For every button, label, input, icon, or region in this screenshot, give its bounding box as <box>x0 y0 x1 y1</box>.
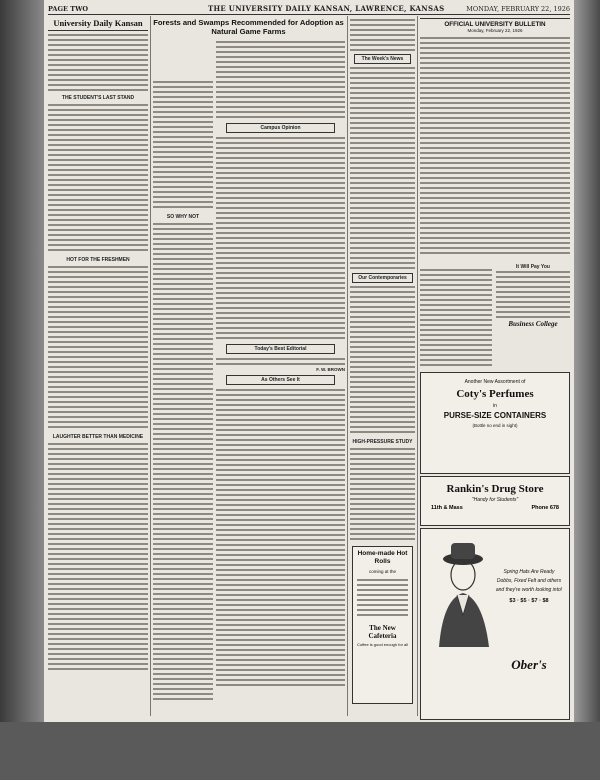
ober-brand: Ober's <box>511 657 547 672</box>
rankin-phone: Phone 678 <box>531 505 559 511</box>
todays-editorial-heading: Today's Best Editorial <box>254 346 307 352</box>
man-with-hat-illustration <box>425 537 495 647</box>
bulletin-body <box>420 36 570 254</box>
section-heading: SO WHY NOT <box>166 214 200 220</box>
section-heading: THE STUDENT'S LAST STAND <box>61 95 135 101</box>
column-editorial-2 <box>153 80 213 780</box>
article-body <box>350 447 415 542</box>
article-body <box>48 442 148 672</box>
column-editorial <box>48 18 148 718</box>
contemporaries-heading: Our Contemporaries <box>358 275 407 281</box>
cafeteria-tagline: Coffee is good enough for all <box>356 642 409 647</box>
weeks-news-box <box>354 54 411 64</box>
coty-brand: Coty's Perfumes <box>456 388 534 400</box>
article-body <box>216 357 345 367</box>
article-body <box>153 222 213 702</box>
hot-rolls-title: Home-made Hot Rolls <box>357 550 408 565</box>
right-page-edge <box>574 0 600 722</box>
cafeteria-name: The New Cafeteria <box>368 624 397 640</box>
ad-body <box>357 578 408 618</box>
section-heading: HOT FOR THE FRESHMEN <box>66 257 130 263</box>
todays-editorial-box <box>226 344 335 354</box>
main-headline: Forests and Swamps Recommended for Adoption as Natural Game Farms <box>153 18 344 36</box>
as-others-box <box>226 375 335 385</box>
college-name: Business College <box>508 320 558 328</box>
staff-box <box>48 33 148 91</box>
column-rule <box>150 16 151 716</box>
rankin-drug-ad <box>420 476 570 526</box>
left-page-edge <box>0 0 44 722</box>
article-body <box>216 388 345 688</box>
contemporaries-box <box>352 273 413 283</box>
article-body <box>48 265 148 430</box>
ad-body <box>496 270 570 320</box>
business-college-ad <box>496 264 570 368</box>
coty-top-line: Another New Assortment of <box>464 379 526 385</box>
ober-line-2: Dobbs, Fixed Felt and others <box>496 578 562 584</box>
hot-rolls-ad <box>352 546 413 704</box>
bulletin-date: Monday, February 22, 1926 <box>467 28 523 33</box>
hot-rolls-line: coming at the <box>368 569 396 574</box>
weeks-news-heading: The Week's News <box>361 56 404 62</box>
newspaper-page <box>44 0 574 722</box>
column-rule <box>417 16 418 716</box>
letter-signature: F. W. BROWN <box>316 367 345 372</box>
page-masthead <box>48 2 570 15</box>
article-body <box>216 136 345 341</box>
rankin-address: 11th & Mass <box>431 505 463 511</box>
bulletin-title: OFFICIAL UNIVERSITY BULLETIN <box>420 18 570 28</box>
coty-note: (Bottle no end in sight) <box>472 423 518 428</box>
coty-product: PURSE-SIZE CONTAINERS <box>443 411 547 420</box>
coty-perfume-ad <box>420 372 570 474</box>
page-number: PAGE TWO <box>48 5 89 13</box>
newspaper-title: THE UNIVERSITY DAILY KANSAN, LAWRENCE, KANSAS <box>208 4 445 13</box>
section-heading: HIGH-PRESSURE STUDY <box>352 439 413 445</box>
article-body <box>153 80 213 210</box>
article-body <box>48 103 148 253</box>
coty-in: in <box>493 403 497 409</box>
ober-line-3: and they're worth looking into! <box>495 587 563 593</box>
article-body <box>420 268 492 368</box>
article-body <box>350 18 415 52</box>
column-bulletin <box>420 18 570 718</box>
ober-prices: $3 · $5 · $7 · $8 <box>509 598 549 604</box>
rankin-name: Rankin's Drug Store <box>446 483 544 495</box>
column-news <box>350 18 415 718</box>
as-others-heading: As Others See It <box>261 377 300 383</box>
obers-hat-ad <box>420 528 570 720</box>
issue-date: MONDAY, FEBRUARY 22, 1926 <box>466 5 570 13</box>
article-body <box>216 40 345 120</box>
campus-opinion-box <box>226 123 335 133</box>
ober-line-1: Spring Hats Are Ready <box>503 569 555 575</box>
article-body <box>350 66 415 271</box>
section-heading: LAUGHTER BETTER THAN MEDICINE <box>52 434 144 440</box>
article-body <box>350 285 415 435</box>
rankin-slogan: "Handy for Students" <box>471 497 519 503</box>
paper-nameplate: University Daily Kansan <box>48 18 148 31</box>
column-rule <box>347 16 348 716</box>
will-pay-heading: It Will Pay You <box>516 264 550 270</box>
campus-opinion-heading: Campus Opinion <box>260 125 301 131</box>
